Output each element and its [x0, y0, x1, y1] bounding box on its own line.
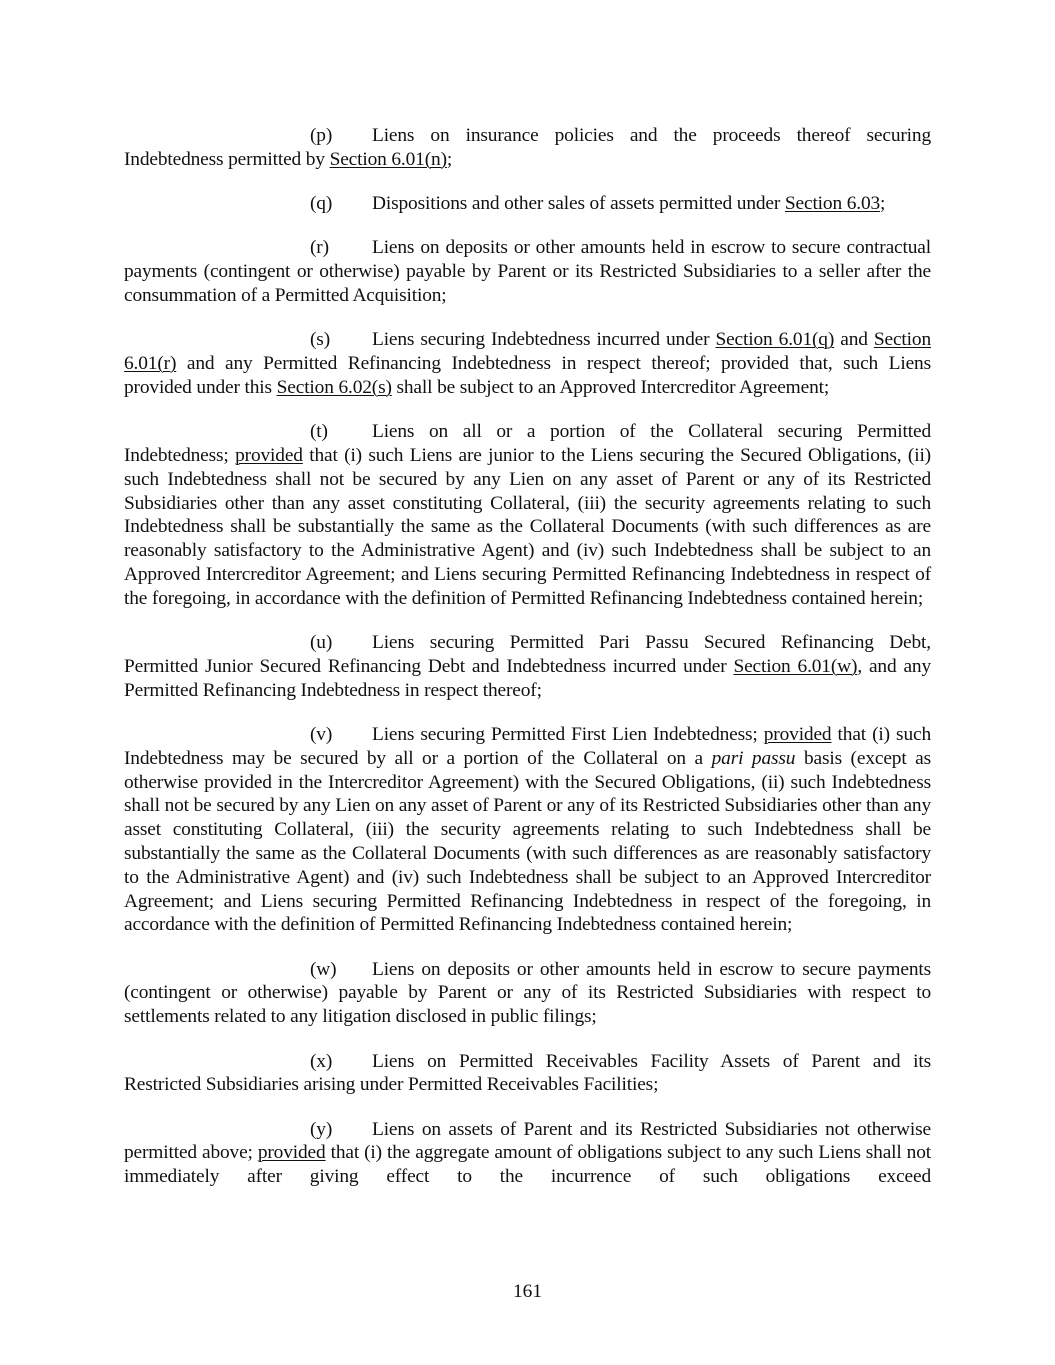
clause-y [124, 1118, 931, 1189]
section-reference-link: Section 6.02(s) [276, 376, 392, 398]
clause-s [124, 328, 931, 399]
clause-text: Dispositions and other sales of assets permitted under [372, 193, 785, 215]
clause-text: and [834, 329, 874, 351]
clause-label: (p) [310, 125, 333, 146]
clause-label: (w) [310, 958, 337, 980]
document-page [124, 124, 931, 1209]
section-reference-link: Section 6.03 [784, 193, 881, 215]
clause-text: that (i) such Liens are junior to the Liens securing the Secured Obligations, (ii) such Indebtedness shall not be secured by any Lien on any asset of Parent or any of its Restricted Subsidiaries other than any asset constituting Collateral, (iii) the security agreements relating to such Indebtedness shall be substantially the same as the Collateral Documents (with such differences as are reasonably satisfactory to the Administrative Agent) and (iv) such Indebtedness shall be subject to an Approved Intercreditor Agreement; and Liens securing Permitted Refinancing Indebtedness in respect of the foregoing, in accordance with the definition of Permitted Refinancing Indebtedness contained herein; [124, 444, 931, 609]
clause-p [124, 124, 931, 172]
clause-text: shall be subject to an Approved Intercreditor Agreement; [391, 376, 830, 398]
clause-label: (r) [310, 237, 329, 259]
clause-text: Liens on deposits or other amounts held in escrow to secure contractual payments (contingent or otherwise) payable by Parent or its Restricted Subsidiaries to a seller after the consummation of a Permitted Acquisition; [124, 237, 931, 306]
clause-text: ; [880, 193, 886, 215]
clause-label: (t) [310, 421, 328, 443]
clause-q [124, 192, 931, 216]
clause-label: (q) [310, 193, 333, 215]
clause-text: Liens on assets of Parent and its Restricted Subsidiaries not otherwise permitted above; [124, 1118, 931, 1164]
clause-r [124, 236, 931, 307]
clause-text: Liens on Permitted Receivables Facility Assets of Parent and its Restricted Subsidiaries arising under Permitted Receivables Facilities; [124, 1050, 931, 1096]
clause-label: (u) [310, 632, 333, 654]
clause-text: Liens on insurance policies and the proceeds thereof securing Indebtedness permitted by [124, 125, 931, 170]
provided-term: provided [235, 444, 303, 466]
provided-term: provided [763, 723, 832, 745]
clause-text: Liens on deposits or other amounts held in escrow to secure payments (contingent or otherwise) payable by Parent or any of its Restricted Subsidiaries with respect to settlements related to any litigation disclosed in public filings; [124, 958, 931, 1028]
clause-label: (y) [310, 1118, 333, 1140]
clause-text: , and any Permitted Refinancing Indebtedness in respect thereof; [124, 655, 931, 701]
clause-text: that (i) such Indebtedness may be secured by all or a portion of the Collateral on a [124, 723, 931, 769]
italic-term: pari passu [711, 747, 796, 769]
section-reference-link: Section 6.01(n) [329, 148, 447, 170]
section-reference-link: Section 6.01(r) [124, 329, 931, 375]
section-reference-link: Section 6.01(q) [715, 329, 835, 351]
clause-label: (x) [310, 1050, 333, 1072]
clause-t [124, 420, 931, 610]
clause-text: that (i) the aggregate amount of obligations subject to any such Liens shall not immediately after giving effect to the incurrence of such obligations exceed [124, 1142, 931, 1188]
clause-text: basis (except as otherwise provided in the Intercreditor Agreement) with the Secured Obligations, (ii) such Indebtedness shall not be secured by any Lien on any asset of Parent or any of its Restricted Subsidiaries other than any asset constituting Collateral, (iii) the security agreements relating to such Indebtedness shall be substantially the same as the Collateral Documents (with such differences as are reasonably satisfactory to the Administrative Agent) and (iv) such Indebtedness shall be subject to an Approved Intercreditor Agreement; and Liens securing Permitted Refinancing Indebtedness in respect of the foregoing, in accordance with the definition of Permitted Refinancing Indebtedness contained herein; [124, 747, 931, 936]
section-reference-link: Section 6.01(w) [733, 655, 858, 677]
clause-w [124, 958, 931, 1029]
clause-v [124, 723, 931, 937]
provided-term: provided [257, 1142, 326, 1164]
clause-text: and any Permitted Refinancing Indebtedness in respect thereof; provided that, such Liens provided under this [124, 353, 931, 398]
clause-text: Liens securing Permitted Pari Passu Secured Refinancing Debt, Permitted Junior Secured Refinancing Debt and Indebtedness incurred under [124, 632, 931, 677]
page-number: 161 [512, 1281, 543, 1302]
clause-u [124, 631, 931, 702]
clause-text: Liens securing Permitted First Lien Indebtedness; [372, 723, 764, 745]
clause-text: Liens on all or a portion of the Collateral securing Permitted Indebtedness; [124, 421, 931, 466]
clause-label: (v) [310, 723, 333, 745]
clause-x [124, 1050, 931, 1098]
clause-label: (s) [310, 329, 331, 351]
clause-text: Liens securing Indebtedness incurred under [372, 329, 716, 351]
clause-text: ; [446, 148, 453, 170]
